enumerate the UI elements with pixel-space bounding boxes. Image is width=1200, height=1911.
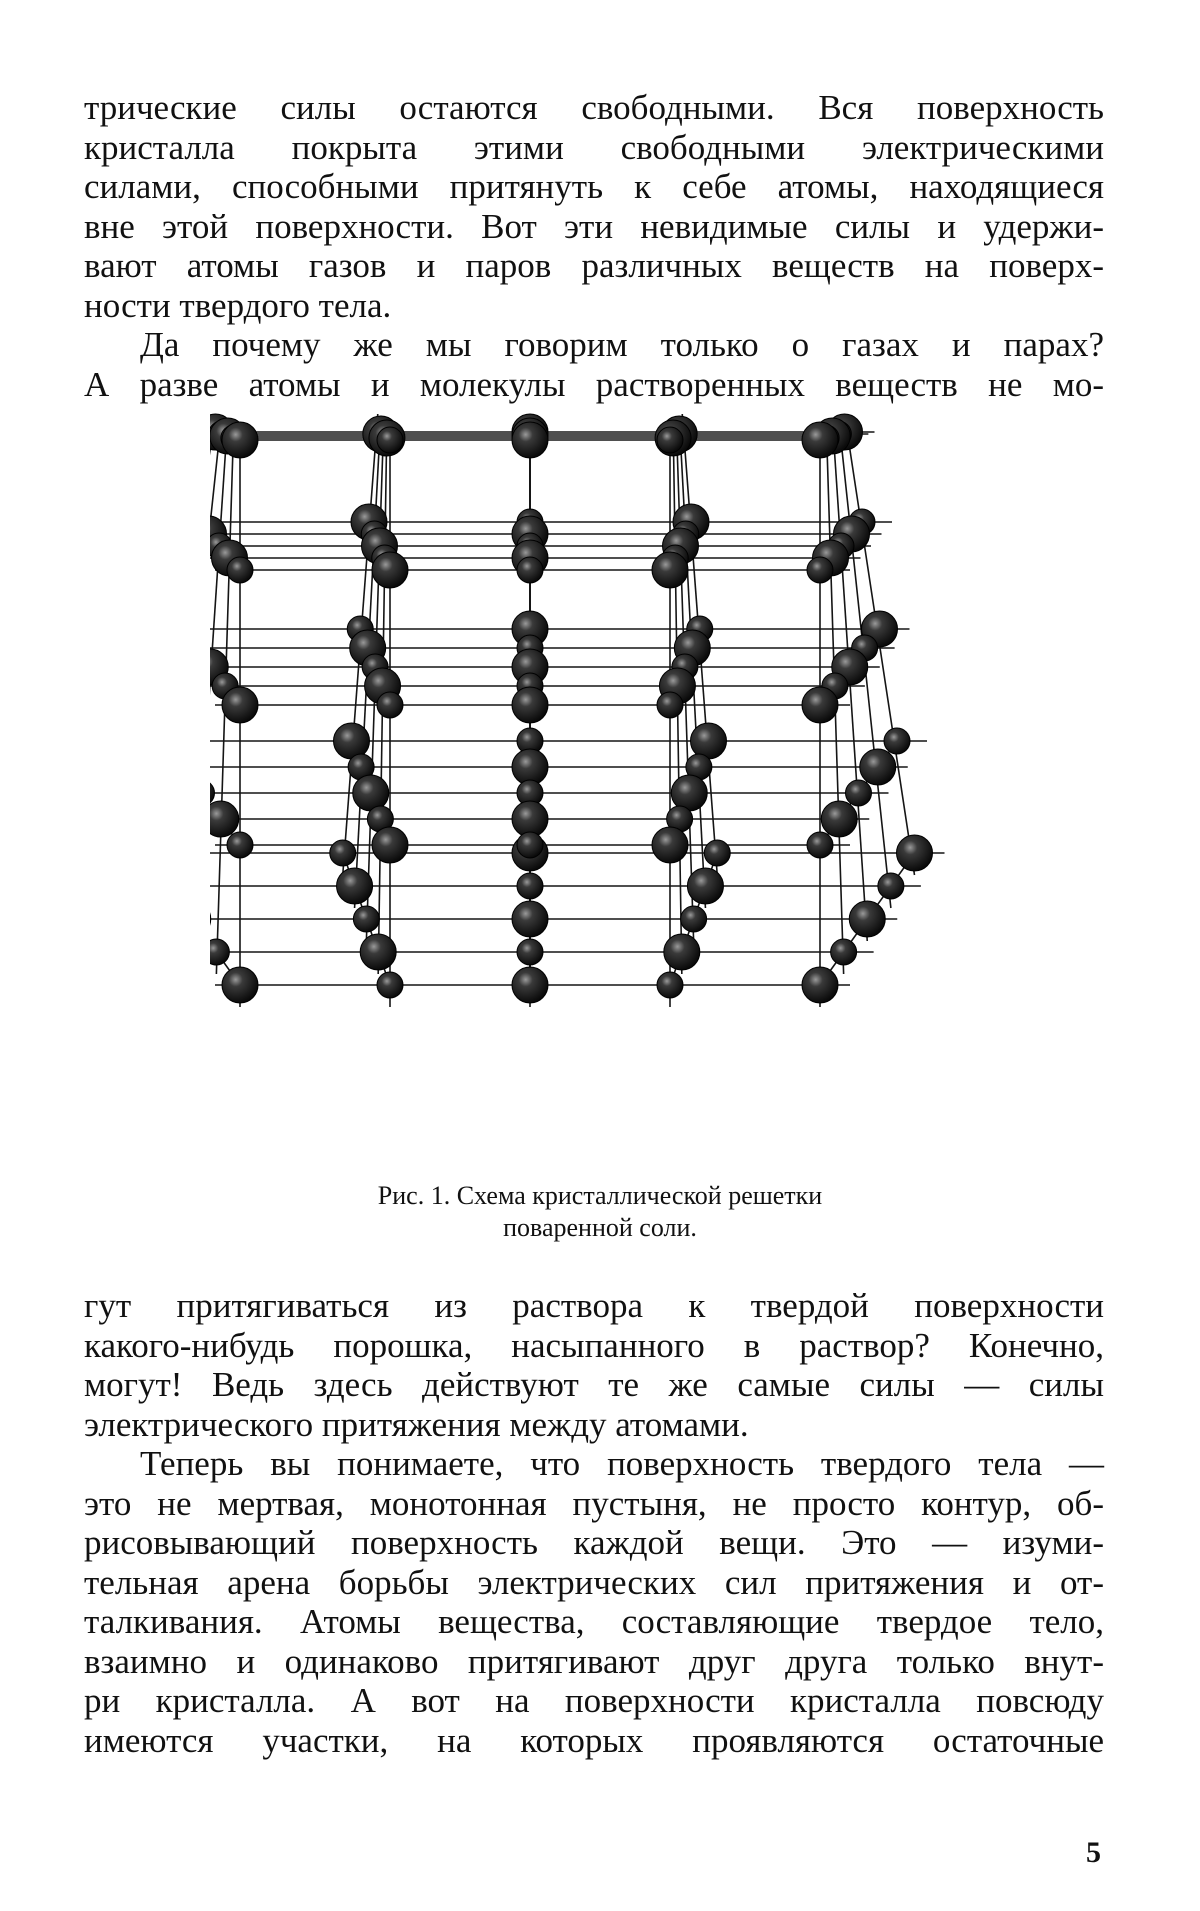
ion-small [807,557,833,583]
text-line: вают атомы газов и паров различных веществ на поверх- [84,246,1104,285]
ion-large [372,552,408,588]
ion-small [353,906,379,932]
text-line: трические силы остаются свободными. Вся поверхность [84,88,1104,127]
ion-small [704,840,730,866]
ion-large [210,801,239,837]
ion-small [681,906,707,932]
ion-large [821,801,857,837]
ion-large [512,967,548,1003]
ion-large [222,687,258,723]
text-line: вне этой поверхности. Вот эти невидимые силы и удержи- [84,206,1104,246]
crystal-lattice-figure [210,405,970,1175]
ion-large [652,552,688,588]
ion-small [517,832,543,858]
ion-small [846,780,872,806]
ion-large [860,749,896,785]
text-line: имеются участки, на которых проявляются остаточные [84,1720,1104,1760]
ion-small [227,832,253,858]
ion-small [377,692,403,718]
ion-large [360,934,396,970]
text-line: ности твердого тела. [84,285,392,325]
ion-large [372,827,408,863]
ion-small [884,728,910,754]
ion-small [517,939,543,965]
text-line: электрического притяжения между атомами. [84,1404,749,1444]
text-line: гут притягиваться из раствора к твердой поверхности [84,1286,1104,1325]
text-block-top [84,88,1104,404]
text-line: А разве атомы и молекулы растворенных веществ не мо- [84,364,1104,404]
ion-large [652,827,688,863]
ion-large [897,835,933,871]
ion-small [878,873,904,899]
text-line: рисовывающий поверхность каждой вещи. Это — изуми- [84,1523,1104,1562]
ion-large [353,775,389,811]
ion-small [807,832,833,858]
figure-caption-continued: поваренной соли. [503,1213,697,1242]
figure-caption: Рис. 1. Схема кристаллической решетки [377,1181,823,1210]
ion-large [802,422,838,458]
ion-small [210,939,229,965]
text-line: Да почему же мы говорим только о газах и парах? [140,325,1104,364]
ion-small [517,873,543,899]
ion-large [210,901,211,937]
ion-large [671,775,707,811]
lattice-atoms [210,414,933,1003]
ion-small [377,972,403,998]
ion-small [377,427,403,453]
ion-large [222,422,258,458]
ion-large [664,934,700,970]
text-line: талкивания. Атомы вещества, составляющие твердое тело, [84,1602,1104,1641]
text-line: кристалла покрыта этими свободными электрическими [84,127,1104,167]
text-line: могут! Ведь здесь действуют те же самые силы — силы [84,1365,1104,1404]
text-line: силами, способными притянуть к себе атомы, находящиеся [84,167,1104,206]
ion-large [512,901,548,937]
ion-small [517,557,543,583]
text-block-bottom [84,1286,1104,1760]
ion-large [512,687,548,723]
ion-small [657,427,683,453]
ion-large [334,723,370,759]
ion-small [330,840,356,866]
text-line: это не мертвая, монотонная пустыня, не просто контур, об- [84,1483,1104,1523]
ion-large [337,868,373,904]
page-number: 5 [1086,1836,1101,1869]
ion-large [222,967,258,1003]
ion-large [687,868,723,904]
ion-large [802,687,838,723]
ion-small [657,972,683,998]
ion-large [802,967,838,1003]
ion-large [512,422,548,458]
ion-large [691,723,727,759]
ion-large [849,901,885,937]
text-line: тельная арена борьбы электрических сил притяжения и от- [84,1562,1104,1602]
ion-small [657,692,683,718]
ion-small [227,557,253,583]
ion-small [831,939,857,965]
text-line: взаимно и одинаково притягивают друг друга только внут- [84,1641,1104,1681]
text-line: какого-нибудь порошка, насыпанного в раствор? Конечно, [84,1325,1104,1365]
text-line: Теперь вы понимаете, что поверхность твердого тела — [140,1444,1104,1483]
text-line: ри кристалла. А вот на поверхности кристалла повсюду [84,1681,1104,1720]
